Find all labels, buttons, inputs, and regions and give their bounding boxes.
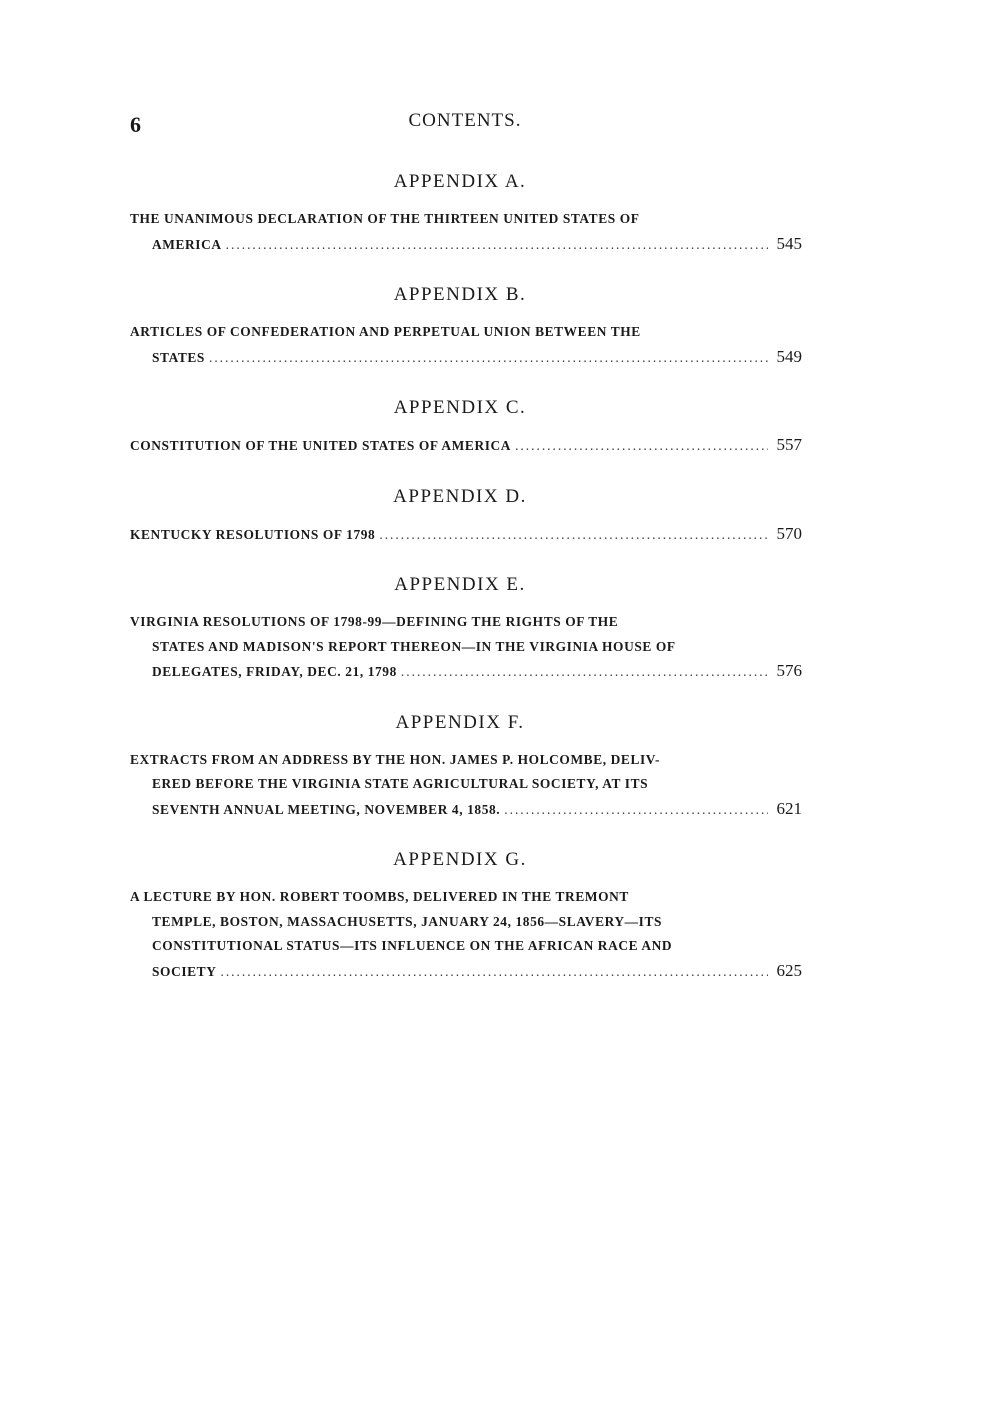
dot-leaders [226, 233, 768, 258]
appendix-d-heading: APPENDIX D. [393, 485, 527, 507]
entry-line: EXTRACTS FROM AN ADDRESS BY THE HON. JAMES P. HOLCOMBE, DELIV- [130, 751, 661, 767]
entry-last-line [130, 522, 802, 548]
appendix-f-section [130, 711, 802, 823]
page-ref: 625 [776, 960, 802, 980]
appendix-e-entry [130, 610, 802, 685]
entry-last-line [130, 797, 802, 823]
entry-line: THE UNANIMOUS DECLARATION OF THE THIRTEEN UNITED STATES OF [130, 211, 640, 226]
appendix-c-section [130, 396, 802, 459]
appendix-a-section [130, 170, 802, 257]
dot-leaders [209, 346, 768, 371]
appendix-f-entry [130, 748, 802, 823]
entry-line: ERED BEFORE THE VIRGINIA STATE AGRICULTURAL SOCIETY, AT ITS [152, 776, 649, 791]
appendix-g-section [130, 848, 802, 984]
entry-line: VIRGINIA RESOLUTIONS OF 1798-99—DEFINING THE RIGHTS OF THE [130, 614, 619, 629]
entry-last-line [130, 959, 802, 985]
appendix-a-entry [130, 207, 802, 257]
entry-last-line [130, 345, 802, 371]
entry-last-line [130, 659, 802, 685]
appendix-b-heading: APPENDIX B. [393, 284, 527, 305]
appendix-e-heading: APPENDIX E. [394, 574, 526, 595]
entry-line: STATES [152, 349, 205, 365]
appendix-b-section [130, 283, 802, 370]
page-number: 6 [130, 112, 141, 137]
entry-line: ARTICLES OF CONFEDERATION AND PERPETUAL UNION BETWEEN THE [130, 324, 641, 339]
appendix-a-heading: APPENDIX A. [393, 171, 527, 192]
entry-line: STATES AND MADISON'S REPORT THEREON—IN THE VIRGINIA HOUSE OF [152, 638, 676, 654]
appendix-c-heading: APPENDIX C. [393, 397, 527, 418]
page-ref: 545 [776, 233, 802, 253]
appendix-g-entry [130, 885, 802, 984]
entry-line: A LECTURE BY HON. ROBERT TOOMBS, DELIVERED IN THE TREMONT [130, 889, 629, 904]
entry-last-line [130, 232, 802, 258]
entry-line: SEVENTH ANNUAL MEETING, NOVEMBER 4, 1858. [152, 801, 501, 817]
appendix-e-section [130, 573, 802, 685]
appendix-f-heading: APPENDIX F. [395, 711, 525, 733]
page-ref: 576 [776, 661, 802, 680]
entry-line: AMERICA [152, 236, 222, 252]
dot-leaders [379, 523, 768, 548]
entry-line: SOCIETY [152, 963, 217, 979]
page-ref: 621 [776, 798, 802, 818]
appendix-c-entry [130, 433, 802, 459]
contents-list [130, 170, 802, 984]
appendix-g-heading: APPENDIX G. [393, 849, 527, 870]
page-ref: 570 [776, 523, 802, 543]
dot-leaders [220, 960, 768, 985]
entry-line: KENTUCKY RESOLUTIONS OF 1798 [130, 526, 376, 542]
dot-leaders [401, 660, 768, 685]
entry-line: CONSTITUTIONAL STATUS—ITS INFLUENCE ON THE AFRICAN RACE AND [152, 938, 673, 953]
dot-leaders [504, 798, 768, 823]
appendix-d-entry [130, 522, 802, 548]
page-ref: 549 [776, 346, 802, 366]
running-head: CONTENTS. [408, 110, 522, 131]
page-ref: 557 [776, 435, 802, 454]
entry-line: CONSTITUTION OF THE UNITED STATES OF AMERICA [130, 438, 512, 453]
entry-line: DELEGATES, FRIDAY, DEC. 21, 1798 [152, 664, 397, 679]
entry-last-line [130, 433, 802, 459]
appendix-d-section [130, 485, 802, 548]
appendix-b-entry [130, 320, 802, 370]
dot-leaders [515, 434, 768, 459]
entry-line: TEMPLE, BOSTON, MASSACHUSETTS, JANUARY 24, 1856—SLAVERY—ITS [152, 913, 663, 929]
